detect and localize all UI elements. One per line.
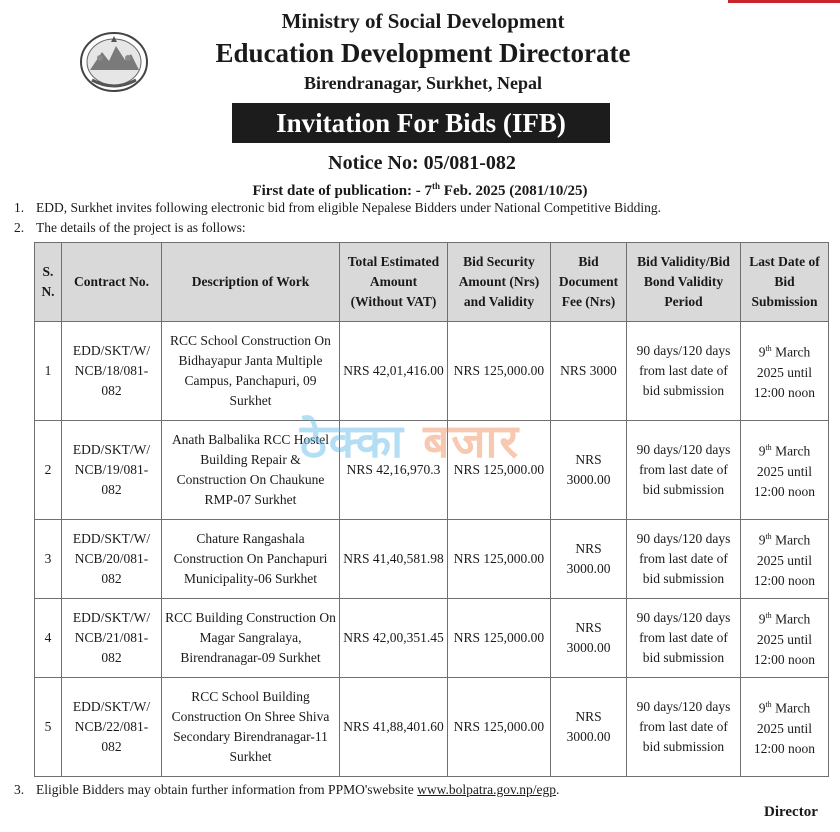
cell-validity: 90 days/120 days from last date of bid submission (627, 421, 741, 520)
header-total-amount: Total Estimated Amount (Without VAT) (340, 243, 448, 322)
cell-document-fee: NRS 3000 (551, 322, 627, 421)
header-sn: S. N. (35, 243, 62, 322)
cell-validity: 90 days/120 days from last date of bid submission (627, 678, 741, 777)
paragraph-number: 2. (14, 220, 25, 235)
notice-number: Notice No: 05/081-082 (328, 152, 516, 174)
paragraph-3 (14, 781, 559, 799)
cell-validity: 90 days/120 days from last date of bid submission (627, 599, 741, 678)
header-bid-security: Bid Security Amount (Nrs) and Validity (448, 243, 551, 322)
cell-total-amount: NRS 42,01,416.00 (340, 322, 448, 421)
header-validity: Bid Validity/Bid Bond Validity Period (627, 243, 741, 322)
table-row (35, 421, 829, 520)
paragraph-text: Eligible Bidders may obtain further information from PPMO'swebsite (36, 782, 418, 797)
cell-validity: 90 days/120 days from last date of bid submission (627, 322, 741, 421)
last-date-sup: th (765, 611, 772, 621)
cell-sn: 4 (35, 599, 62, 678)
cell-total-amount: NRS 42,00,351.45 (340, 599, 448, 678)
watermark-part-1: ठेक्का (300, 414, 406, 468)
last-date-day: 9 (758, 700, 766, 716)
last-date-sup: th (765, 700, 772, 710)
office-location: Birendranagar, Surkhet, Nepal (303, 73, 543, 93)
paragraph-text: EDD, Surkhet invites following electronic bid from eligible Nepalese Bidders under National Competitive Bidding. (36, 200, 661, 215)
last-date-sup: th (765, 443, 772, 453)
pub-date-sup: th (432, 181, 441, 191)
cell-description: Chature Rangashala Construction On Panchapuri Municipality-06 Surkhet (162, 520, 340, 599)
paragraph-end: . (555, 782, 560, 797)
cell-last-date (741, 421, 829, 520)
pub-date-suffix: Feb. 2025 (2081/10/25) (440, 183, 588, 199)
paragraph-number: 3. (14, 782, 25, 797)
table-row (35, 520, 829, 599)
cell-bid-security: NRS 125,000.00 (448, 599, 551, 678)
last-date-rest: March 2025 until 12:00 noon (753, 611, 816, 667)
cell-document-fee: NRS 3000.00 (551, 599, 627, 678)
cell-sn: 3 (35, 520, 62, 599)
cell-last-date (741, 678, 829, 777)
signatory: Director (764, 804, 818, 820)
publication-date (0, 176, 840, 201)
bids-table (34, 242, 829, 777)
cell-contract-no: EDD/SKT/W/ NCB/19/081-082 (62, 421, 162, 520)
last-date-sup: th (765, 344, 772, 354)
cell-description: Anath Balbalika RCC Hostel Building Repair & Construction On Chaukune RMP-07 Surkhet (162, 421, 340, 520)
cell-description: RCC Building Construction On Magar Sangralaya, Birendranagar-09 Surkhet (162, 599, 340, 678)
cell-contract-no: EDD/SKT/W/ NCB/21/081-082 (62, 599, 162, 678)
ifb-title-banner: Invitation For Bids (IFB) (232, 103, 610, 143)
paragraph-1 (14, 199, 661, 217)
header-last-date: Last Date of Bid Submission (741, 243, 829, 322)
letterhead (0, 8, 840, 95)
ppmo-website-link[interactable]: www.bolpatra.gov.np/egp (417, 782, 556, 797)
header-description: Description of Work (162, 243, 340, 322)
last-date-day: 9 (758, 344, 766, 360)
cell-document-fee: NRS 3000.00 (551, 520, 627, 599)
cell-total-amount: NRS 41,40,581.98 (340, 520, 448, 599)
last-date-rest: March 2025 until 12:00 noon (753, 700, 816, 756)
last-date-rest: March 2025 until 12:00 noon (753, 532, 816, 588)
directorate-name: Education Development Directorate (215, 38, 631, 68)
paragraph-2 (14, 219, 246, 237)
cell-last-date (741, 322, 829, 421)
cell-bid-security: NRS 125,000.00 (448, 520, 551, 599)
paragraph-number: 1. (14, 200, 25, 215)
cell-bid-security: NRS 125,000.00 (448, 678, 551, 777)
table-row (35, 599, 829, 678)
cell-contract-no: EDD/SKT/W/ NCB/18/081-082 (62, 322, 162, 421)
table-row (35, 322, 829, 421)
header-contract-no: Contract No. (62, 243, 162, 322)
table-header-row (35, 243, 829, 322)
last-date-day: 9 (758, 532, 766, 548)
cell-last-date (741, 599, 829, 678)
cell-last-date (741, 520, 829, 599)
last-date-day: 9 (758, 611, 766, 627)
last-date-sup: th (765, 532, 772, 542)
top-accent-line (728, 0, 840, 3)
header-document-fee: Bid Document Fee (Nrs) (551, 243, 627, 322)
paragraph-text: The details of the project is as follows: (36, 220, 246, 235)
cell-total-amount: NRS 41,88,401.60 (340, 678, 448, 777)
cell-bid-security: NRS 125,000.00 (448, 322, 551, 421)
cell-contract-no: EDD/SKT/W/ NCB/20/081-082 (62, 520, 162, 599)
cell-description: RCC School Building Construction On Shree Shiva Secondary Birendranagar-11 Surkhet (162, 678, 340, 777)
ministry-name: Ministry of Social Development (281, 9, 565, 33)
last-date-rest: March 2025 until 12:00 noon (753, 443, 816, 499)
cell-document-fee: NRS 3000.00 (551, 421, 627, 520)
cell-bid-security: NRS 125,000.00 (448, 421, 551, 520)
cell-description: RCC School Construction On Bidhayapur Janta Multiple Campus, Panchapuri, 09 Surkhet (162, 322, 340, 421)
cell-total-amount: NRS 42,16,970.3 (340, 421, 448, 520)
pub-date-prefix: First date of publication: - 7 (252, 183, 433, 199)
cell-sn: 1 (35, 322, 62, 421)
table-row (35, 678, 829, 777)
cell-contract-no: EDD/SKT/W/ NCB/22/081-082 (62, 678, 162, 777)
last-date-day: 9 (758, 443, 766, 459)
cell-validity: 90 days/120 days from last date of bid submission (627, 520, 741, 599)
last-date-rest: March 2025 until 12:00 noon (753, 344, 816, 400)
cell-document-fee: NRS 3000.00 (551, 678, 627, 777)
cell-sn: 5 (35, 678, 62, 777)
watermark-part-2: बजार (423, 414, 521, 468)
cell-sn: 2 (35, 421, 62, 520)
